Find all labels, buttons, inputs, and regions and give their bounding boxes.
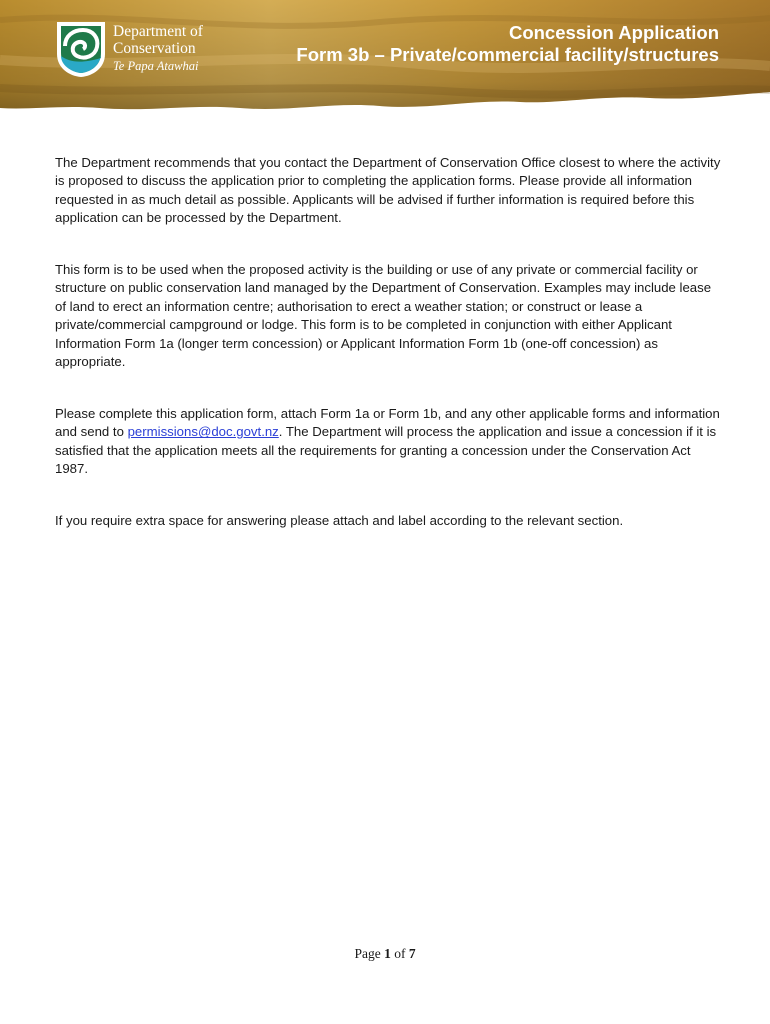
org-name-line1: Department of bbox=[113, 23, 203, 40]
submission-paragraph bbox=[55, 405, 725, 479]
submission-text-before: Please complete this application form, attach Form 1a or Form 1b, and any other applicable forms and information and send to bbox=[55, 406, 720, 440]
page-number bbox=[0, 946, 770, 962]
doc-emblem-icon bbox=[55, 20, 107, 78]
submission-text-after: . The Department will process the application and issue a concession if it is satisfied that the application meets all the requirements for granting a concession under the Conservation Act 1987. bbox=[55, 424, 717, 477]
org-name-line2: Conservation bbox=[113, 40, 196, 57]
page-current: 1 bbox=[384, 946, 391, 961]
page-word: Page bbox=[354, 946, 381, 961]
extra-space-paragraph: If you require extra space for answering please attach and label according to the relevant section. bbox=[55, 513, 624, 528]
doc-logo bbox=[55, 20, 220, 80]
form-subtitle: Form 3b – Private/commercial facility/structures bbox=[296, 44, 719, 65]
intro-paragraph: The Department recommends that you contact the Department of Conservation Office closest to where the activity is proposed to discuss the application prior to completing the application forms. Please provide all information requested in as much detail as possible. Applicants will be advised if further information is required before this application can be processed by the Department. bbox=[55, 155, 721, 226]
org-name-maori: Te Papa Atawhai bbox=[113, 59, 199, 73]
form-title: Concession Application bbox=[508, 22, 719, 43]
email-link[interactable]: permissions@doc.govt.nz bbox=[127, 424, 279, 440]
usage-paragraph: This form is to be used when the proposed activity is the building or use of any private or commercial facility or structure on public conservation land managed by the Department of Conservation. Examples may include lease of land to erect an information centre; authorisation to erect a weather station; or construct or lease a private/commercial campground or lodge. This form is to be completed in conjunction with either Applicant Information Form 1a (longer term concession) or Applicant Information Form 1b (one-off concession) as appropriate. bbox=[55, 262, 712, 370]
form-title-block bbox=[296, 22, 719, 66]
page-of: of bbox=[394, 946, 406, 961]
page-total: 7 bbox=[408, 946, 416, 961]
header-banner bbox=[0, 0, 770, 118]
